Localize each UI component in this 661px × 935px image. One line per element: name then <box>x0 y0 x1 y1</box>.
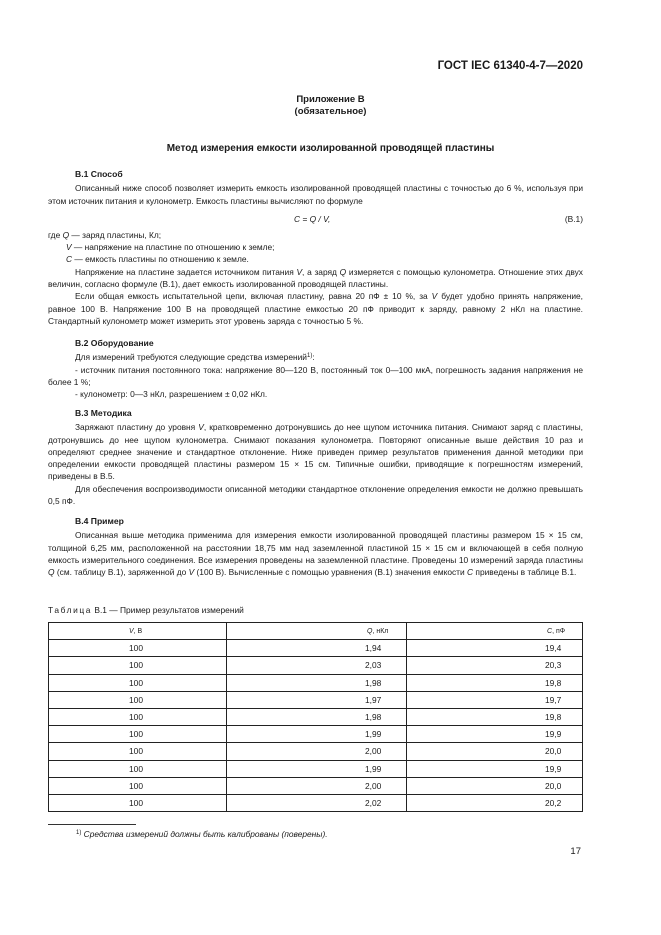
text-run: Описанная выше методика применима для измерения емкости изолированной проводящей пластины размером 15 × 15 см, толщиной 6,25 мм, расположенной на расстоянии 18,75 мм над заземленной пластиной 15 × 15 см и включающей в себя полную емкость измерительного соединения. Все измерения проведены на заземленной пластине. Проведены 10 измерений заряда пластины <box>48 530 583 565</box>
symbol-v: V <box>66 242 72 253</box>
cell-capacitance: 20,2 <box>407 794 583 811</box>
text-run: Заряжают пластину до уровня <box>75 422 199 433</box>
paragraph <box>48 351 583 363</box>
section-heading: В.3 Методика <box>75 408 132 418</box>
page-number: 17 <box>570 846 581 857</box>
annex-heading <box>0 94 661 118</box>
symbol-q: Q <box>48 567 55 578</box>
column-header-charge <box>227 623 407 640</box>
cell-charge: 2,00 <box>227 743 407 760</box>
paragraph: Для обеспечения воспроизводимости описанной методики стандартное отклонение определения емкости не должно превышать 0,5 пФ. <box>48 483 583 507</box>
legend-text: — напряжение на пластине по отношению к земле; <box>71 242 275 253</box>
header-unit: , нКл <box>372 627 389 635</box>
symbol-q: Q <box>62 229 70 240</box>
table-row <box>49 674 583 691</box>
legend-c <box>48 253 583 265</box>
footnote-mark: 1) <box>76 830 82 836</box>
main-title: Метод измерения емкости изолированной проводящей пластины <box>166 143 495 154</box>
legend-q <box>48 229 583 241</box>
cell-capacitance: 19,4 <box>407 640 583 657</box>
cell-charge: 2,02 <box>227 794 407 811</box>
cell-capacitance: 19,9 <box>407 760 583 777</box>
table-row <box>49 760 583 777</box>
results-table <box>48 622 583 812</box>
cell-charge: 1,99 <box>227 760 407 777</box>
section-heading: В.4 Пример <box>75 516 124 526</box>
cell-capacitance: 20,0 <box>407 743 583 760</box>
table-row <box>49 777 583 794</box>
table-row <box>49 794 583 811</box>
legend-v <box>48 241 583 253</box>
annex-subtitle: (обязательное) <box>294 106 367 117</box>
footnote-divider <box>48 824 136 825</box>
text-run: приведены в таблице В.1. <box>473 567 577 578</box>
symbol-q: Q <box>339 266 347 277</box>
table-caption-text: В.1 — Пример результатов измерений <box>92 605 244 615</box>
cell-voltage: 100 <box>49 657 227 674</box>
annex-title: Приложение В <box>296 94 365 105</box>
section-b2 <box>48 337 583 400</box>
header-symbol: V <box>129 627 134 635</box>
document-code: ГОСТ IEC 61340-4-7—2020 <box>437 60 583 72</box>
legend-prefix: где <box>48 229 63 240</box>
paragraph <box>48 290 583 327</box>
formula: C = Q / V, <box>294 213 331 224</box>
cell-voltage: 100 <box>49 640 227 657</box>
symbol-v: V <box>296 266 303 277</box>
footnote <box>76 829 328 839</box>
cell-charge: 1,98 <box>227 674 407 691</box>
table-row <box>49 657 583 674</box>
symbol-c: C <box>66 254 73 265</box>
cell-capacitance: 20,0 <box>407 777 583 794</box>
table-header-row <box>49 623 583 640</box>
header-symbol: Q <box>367 627 373 635</box>
cell-voltage: 100 <box>49 760 227 777</box>
header-unit: , пФ <box>552 627 566 635</box>
symbol-v: V <box>198 422 204 433</box>
header-symbol: C <box>547 627 553 635</box>
list-item: - источник питания постоянного тока: напряжение 80—120 В, постоянный ток 0—100 мкА, погрешность задания напряжения не более 1 %; <box>48 364 583 387</box>
text-run: Для измерений требуются следующие средства измерений <box>75 352 307 363</box>
table-row <box>49 743 583 760</box>
section-b1 <box>48 168 583 327</box>
cell-voltage: 100 <box>49 691 227 708</box>
symbol-v: V <box>188 567 195 578</box>
text-run: Если общая емкость испытательной цепи, включая пластину, равна 20 пФ ± 10 %, за <box>75 291 432 302</box>
text-run: будет удобно принять напряжение, равное 100 В. Напряжение 100 В на проводящей пластине емкостью 20 пФ приводит к заряду, равному 2 нКл на пластине. Стандартный кулонометр может измерить этот уровень заряда с точностью 5 %. <box>48 291 583 326</box>
cell-capacitance: 19,7 <box>407 691 583 708</box>
cell-voltage: 100 <box>49 674 227 691</box>
cell-capacitance: 19,8 <box>407 708 583 725</box>
section-b4 <box>48 515 583 578</box>
cell-charge: 2,00 <box>227 777 407 794</box>
cell-capacitance: 20,3 <box>407 657 583 674</box>
cell-charge: 2,03 <box>227 657 407 674</box>
table-caption-label: Таблица <box>48 605 93 615</box>
paragraph: Описанный ниже способ позволяет измерить емкость изолированной проводящей пластины с точностью до 6 %, используя при этом источник питания и кулонометр. Емкость пластины вычисляют по формуле <box>48 183 583 206</box>
text-run: , а заряд <box>302 266 340 277</box>
table-row <box>49 640 583 657</box>
column-header-capacitance <box>407 623 583 640</box>
cell-charge: 1,97 <box>227 691 407 708</box>
cell-voltage: 100 <box>49 794 227 811</box>
table-row <box>49 708 583 725</box>
table-row <box>49 691 583 708</box>
cell-voltage: 100 <box>49 743 227 760</box>
symbol-v: V <box>431 291 438 302</box>
section-heading: В.1 Способ <box>75 169 123 179</box>
cell-voltage: 100 <box>49 708 227 725</box>
legend-text: — емкость пластины по отношению к земле. <box>72 254 249 265</box>
formula-number: (В.1) <box>564 213 583 224</box>
table-caption <box>48 605 244 615</box>
table-row <box>49 726 583 743</box>
cell-capacitance: 19,9 <box>407 726 583 743</box>
cell-charge: 1,94 <box>227 640 407 657</box>
footnote-text: Средства измерений должны быть калиброваны (поверены). <box>81 829 328 839</box>
cell-voltage: 100 <box>49 777 227 794</box>
column-header-voltage <box>49 623 227 640</box>
cell-charge: 1,98 <box>227 708 407 725</box>
legend-text: — заряд пластины, Кл; <box>69 229 162 240</box>
cell-capacitance: 19,8 <box>407 674 583 691</box>
text-run: , кратковременно дотронувшись до нее щупом источника питания. Снимают заряд с пластины, дотронувшись до нее щупом кулонометра. Снимают показания кулонометра. Повторяют описанные выше действия 10 раз и определяют среднее значение и стандартное отклонение. Ниже приведен пример результатов применения данной методики при определении емкости проводящей пластины размером 15 × 15 см. Типичные ошибки, приводящие к погрешностям измерений, приведены в В.5. <box>48 422 583 482</box>
header-unit: , В <box>133 627 143 635</box>
list-item: - кулонометр: 0—3 нКл, разрешением ± 0,02 нКл. <box>75 389 268 400</box>
cell-voltage: 100 <box>49 726 227 743</box>
cell-charge: 1,99 <box>227 726 407 743</box>
paragraph <box>48 421 583 482</box>
paragraph <box>48 266 583 291</box>
symbol-c: C <box>467 567 474 578</box>
section-b3 <box>48 407 583 507</box>
footnote-ref: 1) <box>306 353 313 360</box>
text-run: : <box>312 352 315 363</box>
text-run: измеряется с помощью кулонометра. Отношение этих двух величин, согласно формуле (В.1), дает емкость изолированной проводящей пластины. <box>48 266 583 290</box>
text-run: (100 В). Вычисленные с помощью уравнения (В.1) значения емкости <box>194 567 468 578</box>
paragraph <box>48 529 583 578</box>
text-run: (см. таблицу В.1), заряженной до <box>54 567 189 578</box>
text-run: Напряжение на пластине задается источником питания <box>75 266 297 277</box>
formula-row <box>48 213 583 227</box>
section-heading: В.2 Оборудование <box>75 338 154 348</box>
